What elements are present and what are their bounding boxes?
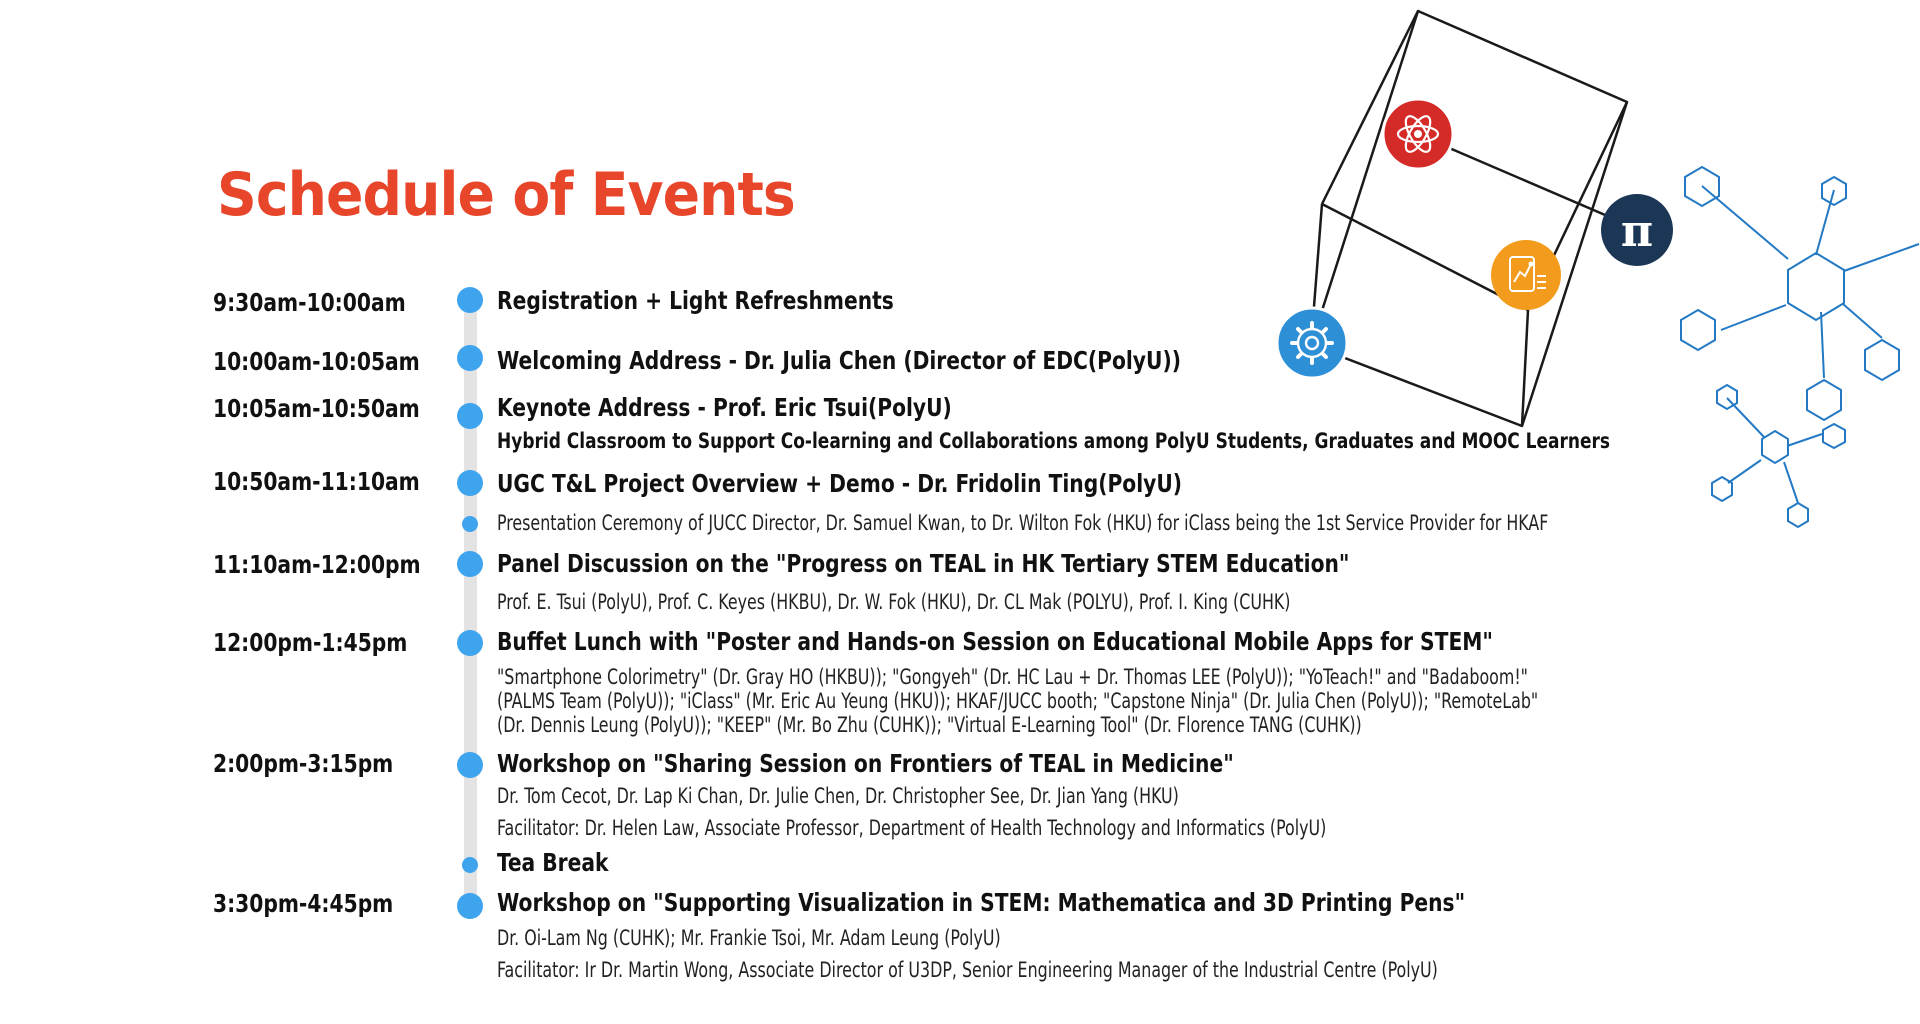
event-title: Buffet Lunch with "Poster and Hands-on Session on Educational Mobile Apps for STEM": [497, 627, 1493, 656]
chart-tablet-icon: [1491, 240, 1561, 310]
page-title: Schedule of Events: [217, 160, 795, 230]
event-detail: Prof. E. Tsui (PolyU), Prof. C. Keyes (HKBU), Dr. W. Fok (HKU), Dr. CL Mak (POLYU), Prof. I. King (CUHK): [497, 590, 1291, 614]
wireframe-cube: [1311, 11, 1640, 426]
event-detail: "Smartphone Colorimetry" (Dr. Gray HO (HKBU)); "Gongyeh" (Dr. HC Lau + Dr. Thomas LEE (PolyU)); "YoTeach!" and "Badaboom!": [497, 665, 1528, 689]
timeline-dot: [457, 551, 483, 577]
timeline-dot: [457, 630, 483, 656]
timeline-dot: [457, 403, 483, 429]
timeline-dot: [457, 752, 483, 778]
gear-icon: [1277, 308, 1347, 378]
event-title: Welcoming Address - Dr. Julia Chen (Director of EDC(PolyU)): [497, 346, 1181, 375]
molecule-network-small: [1712, 385, 1845, 527]
timeline-dot: [457, 345, 483, 371]
timeline-dot: [457, 893, 483, 919]
event-time: 12:00pm-1:45pm: [213, 628, 408, 657]
event-time: 11:10am-12:00pm: [213, 550, 421, 579]
event-title: Panel Discussion on the "Progress on TEAL in HK Tertiary STEM Education": [497, 549, 1350, 578]
event-title: Workshop on "Supporting Visualization in STEM: Mathematica and 3D Printing Pens": [497, 888, 1466, 917]
event-title: Tea Break: [497, 848, 609, 877]
event-subtitle: Hybrid Classroom to Support Co-learning and Collaborations among PolyU Students, Graduates and MOOC Learners: [497, 429, 1611, 453]
event-title: UGC T&L Project Overview + Demo - Dr. Fridolin Ting(PolyU): [497, 469, 1183, 498]
event-detail: Dr. Oi-Lam Ng (CUHK); Mr. Frankie Tsoi, Mr. Adam Leung (PolyU): [497, 926, 1001, 950]
event-detail: Facilitator: Ir Dr. Martin Wong, Associate Director of U3DP, Senior Engineering Manager of the Industrial Centre (PolyU): [497, 958, 1438, 982]
pi-symbol: π: [1620, 206, 1654, 257]
event-time: 9:30am-10:00am: [213, 288, 406, 317]
event-time: 3:30pm-4:45pm: [213, 889, 394, 918]
atom-icon: [1383, 99, 1453, 169]
event-title: Presentation Ceremony of JUCC Director, Dr. Samuel Kwan, to Dr. Wilton Fok (HKU) for iClass being the 1st Service Provider for HKAF: [497, 511, 1549, 535]
timeline-dot: [457, 287, 483, 313]
event-title: Keynote Address - Prof. Eric Tsui(PolyU): [497, 393, 952, 422]
timeline-dot-small: [462, 857, 478, 873]
event-detail: Facilitator: Dr. Helen Law, Associate Professor, Department of Health Technology and Informatics (PolyU): [497, 816, 1327, 840]
event-time: 10:50am-11:10am: [213, 467, 420, 496]
timeline-dot: [457, 470, 483, 496]
event-detail: Dr. Tom Cecot, Dr. Lap Ki Chan, Dr. Julie Chen, Dr. Christopher See, Dr. Jian Yang (HKU): [497, 784, 1179, 808]
event-title: Registration + Light Refreshments: [497, 286, 894, 315]
molecule-network-large: [1681, 167, 1919, 420]
event-detail: (PALMS Team (PolyU)); "iClass" (Mr. Eric Au Yeung (HKU)); HKAF/JUCC booth; "Capstone Ninja" (Dr. Julia Chen (PolyU)); "RemoteLab": [497, 689, 1539, 713]
event-title: Workshop on "Sharing Session on Frontiers of TEAL in Medicine": [497, 749, 1234, 778]
event-time: 10:00am-10:05am: [213, 347, 420, 376]
event-time: 2:00pm-3:15pm: [213, 749, 394, 778]
timeline-dot-small: [462, 516, 478, 532]
timeline-line: [464, 300, 477, 910]
pi-icon: [1601, 194, 1673, 266]
event-detail: (Dr. Dennis Leung (PolyU)); "KEEP" (Mr. Bo Zhu (CUHK)); "Virtual E-Learning Tool" (Dr. Florence TANG (CUHK)): [497, 713, 1362, 737]
event-time: 10:05am-10:50am: [213, 394, 420, 423]
